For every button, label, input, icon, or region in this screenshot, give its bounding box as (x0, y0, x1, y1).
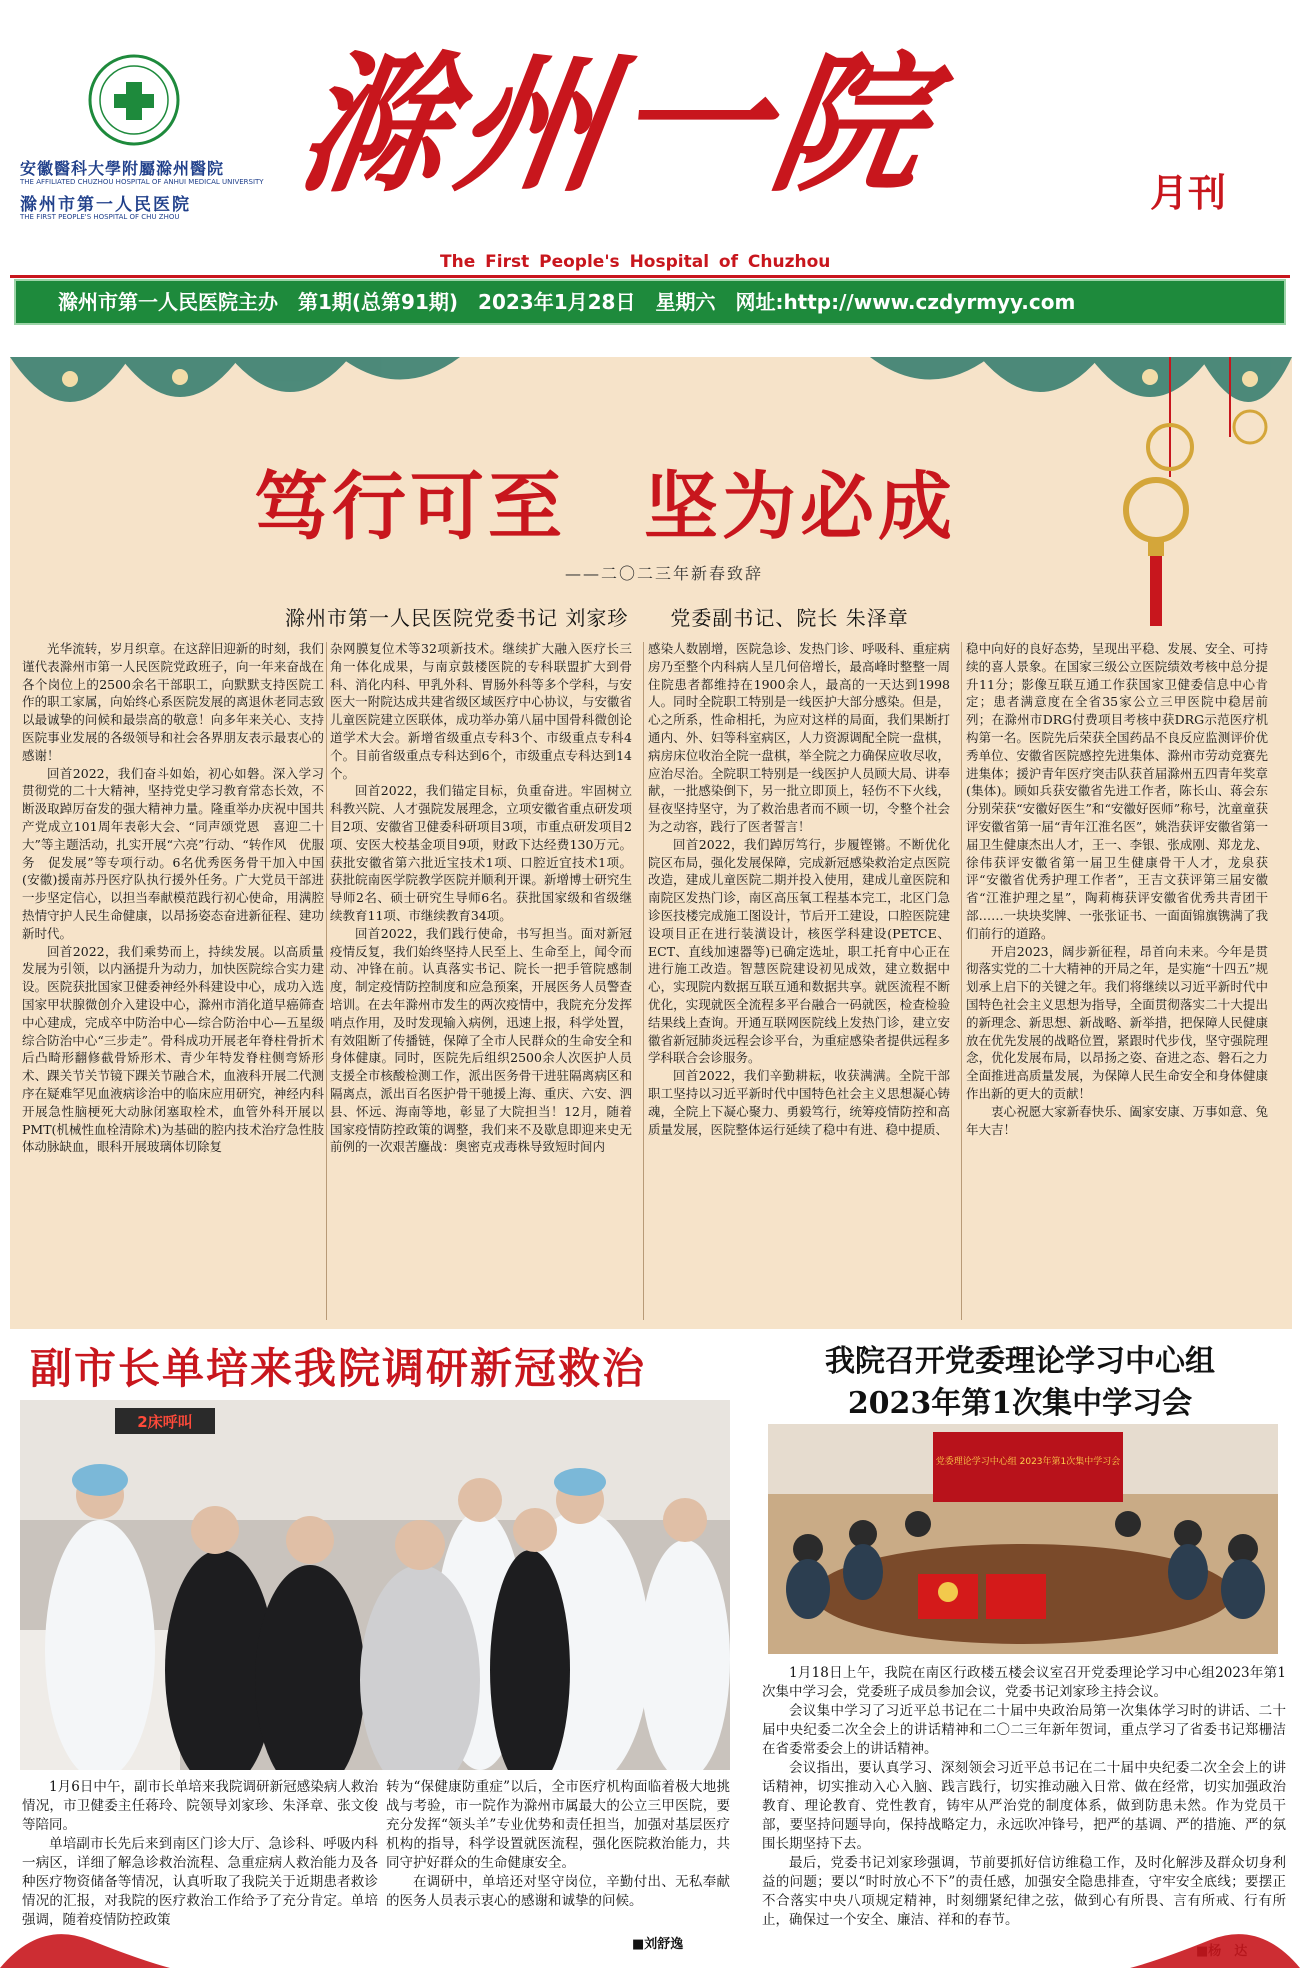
hospital-logo (86, 52, 182, 148)
paragraph: 最后，党委书记刘家珍强调，节前要抓好信访维稳工作，及时化解涉及群众切身利益的问题；要以“时时放心不下”的责任感，加强安全隐患排查，守牢安全底线；要摆正不合落实中央八项规定精神，时刻绷紧纪律之弦，做到心有所畏、言有所戒、行有所止，确保过一个安全、廉洁、祥和的春节。 (762, 1855, 1286, 1928)
monthly-label: 月刊 (1150, 170, 1227, 215)
article-title-line-2: 2023年第1次集中学习会 (847, 1386, 1193, 1421)
paragraph: 回首2022，我们锚定目标，负重奋进。牢固树立科教兴院、人才强院发展理念，立项安徽省重点研发项目2项、安徽省卫健委科研项目3项，市重点研发项目2项、安医大校基金项目9项，财政下达经费130万元。获批安徽省第六批近宝技术1项、口腔近宜技术1项。获批皖南医学院教学医院并顺利开课。新增博士研究生导师2名、硕士研究生导师6名。获批国家级和省级继续教育11项、市继续教育34项。 (330, 783, 632, 923)
feature-column-2 (330, 640, 632, 1322)
meeting-screen-text: 党委理论学习中心组 2023年第1次集中学习会 (935, 1457, 1121, 1467)
visit-photo (20, 1400, 730, 1770)
paragraph: 衷心祝愿大家新春快乐、阖家安康、万事如意、兔年大吉！ (966, 1103, 1268, 1137)
column-divider (643, 642, 644, 1320)
issue-info-bar: 滁州市第一人民医院主办 第1期(总第91期) 2023年1月28日 星期六 网址:http://www.czdyrmyy.com (14, 279, 1286, 325)
paragraph: 稳中向好的良好态势，呈现出平稳、发展、安全、可持续的喜人景象。在国家三级公立医院绩效考核中总分提升11分；影像互联互通工作获国家卫健委信息中心肯定；患者满意度在全省35家公立三甲医院中稳居前列；在滁州市DRG付费项目考核中获DRG示范医疗机构第一名。医院先后荣获全国药品不良反应监测评价优秀单位、安徽省医院感控先进集体、滁州市劳动竞赛先进集体；援沪青年医疗突击队获首届滁州五四青年奖章(集体)。顾如兵获安徽省先进工作者，陈长山、蒋会东分别荣获“安徽好医生”和“安徽好医师”称号，沈童童获评安徽省第一届“青年江淮名医”，姚浩获评安徽省第一届卫生健康杰出人才，王一、李银、张成刚、郑龙龙、徐伟获评安徽省第一届卫生健康骨干人才，龙泉获评“安徽省优秀护理工作者”，王吉文获评第三届安徽省“江淮护理之星”，陶莉梅获评安徽省优秀共青团干部……一块块奖牌、一张张证书、一面面锦旗镌满了我们前行的道路。 (966, 641, 1268, 941)
article-body (762, 1664, 1286, 1936)
paragraph: 1月6日中午，副市长单培来我院调研新冠感染病人救治情况，市卫健委主任蒋玲、院领导刘家珍、朱泽章、张文俊等陪同。 (22, 1779, 378, 1833)
feature-column-3 (648, 640, 950, 1322)
hospital-name-en: THE AFFILIATED CHUZHOU HOSPITAL OF ANHUI MEDICAL UNIVERSITY (20, 178, 264, 186)
article-title: 副市长单培来我院调研新冠救治 (30, 1344, 647, 1393)
paragraph: 会议集中学习了习近平总书记在二十届中央政治局第一次集体学习时的讲话、二十届中央纪委二次全会上的讲话精神和二〇二三年新年贺词，重点学习了省委书记郑栅洁在省委常委会上的讲话精神。 (762, 1703, 1286, 1757)
paragraph: 感染人数剧增，医院急诊、发热门诊、呼吸科、重症病房乃至整个内科病人呈几何倍增长，最高峰时整整一周住院患者都维持在1900余人，最高的一天达到1998人。同时全院职工特别是一线医护大部分感染。但是，心之所系，性命相托，为应对这样的局面，我们果断打通内、外、妇等科室病区，人力资源调配全院一盘棋，病房床位收治全院一盘棋，举全院之力确保应收尽收，应治尽治。全院职工特别是一线医护人员顾大局、讲奉献，一批感染倒下，另一批立即顶上，轻伤不下火线，昼夜坚持坚守，为了救治患者而不顾一切，令整个社会为之动容，践行了医者誓言！ (648, 641, 950, 834)
feature-column-1 (22, 640, 324, 1322)
paragraph: 回首2022，我们乘势而上，持续发展。以高质量发展为引领，以内涵提升为动力，加快医院综合实力建设。医院获批国家卫健委神经外科建设中心，成功入选国家甲状腺微创介入建设中心，滁州市消化道早癌筛查中心建成，完成卒中防治中心—综合防治中心—五星级综合防治中心“三步走”。骨科成功开展老年脊柱骨折术后凸畸形翻修截骨矫形术、青少年特发脊柱侧弯矫形术、踝关节关节镜下踝关节融合术，血液科开展二代测序在疑难罕见血液病诊治中的临床应用研究，神经内科开展急性脑梗死大动脉闭塞取栓术，血管外科开展以PMT(机械性血栓清除术)为基础的腔内技术治疗急性肢体动脉缺血，眼科开展玻璃体切除复 (22, 943, 324, 1155)
hospital-second-name-en: THE FIRST PEOPLE'S HOSPITAL OF CHU ZHOU (20, 213, 180, 221)
visit-photo-illustration (20, 1400, 730, 1770)
paragraph: 光华流转，岁月织章。在这辞旧迎新的时刻，我们谨代表滁州市第一人民医院党政班子，向一年来奋战在各个岗位上的2500余名干部职工，向默默支持医院工作的职工家属，向始终心系医院发展的离退休老同志致以最诚挚的问候和最崇高的敬意！向多年来关心、支持医院事业发展的各级领导和社会各界朋友表示最衷心的感谢！ (22, 641, 324, 763)
column-divider (961, 642, 962, 1320)
hospital-name-cn: 安徽醫科大學附屬滁州醫院 (20, 159, 225, 178)
meeting-photo (768, 1424, 1278, 1654)
masthead-title: 滁州一院 (287, 37, 945, 213)
nurse-call-sign: 2床呼叫 (137, 1413, 193, 1431)
english-title: The First People's Hospital of Chuzhou (440, 252, 831, 272)
feature-byline: 滁州市第一人民医院党委书记 刘家珍 党委副书记、院长 朱泽章 (285, 606, 909, 630)
paragraph: 回首2022，我们辛勤耕耘，收获满满。全院干部职工坚持以习近平新时代中国特色社会主义思想凝心铸魂，全院上下凝心聚力、勇毅笃行，统筹疫情防控和高质量发展，医院整体运行延续了稳中有进、稳中提质、 (648, 1068, 950, 1137)
feature-column-4 (966, 640, 1268, 1322)
paragraph: 开启2023，阔步新征程，昂首向未来。今年是贯彻落实党的二十大精神的开局之年，是实施“十四五”规划承上启下的关键之年。我们将继续以习近平新时代中国特色社会主义思想为指导，全面贯彻落实二十大提出的新理念、新思想、新战略、新举措，把保障人民健康放在优先发展的战略位置，紧跟时代步伐，坚守强院理念，优化发展布局，以昂扬之姿、奋进之态、磐石之力全面推进高质量发展，为保障人民生命安全和身体健康作出新的更大的贡献！ (966, 943, 1268, 1101)
meeting-photo-illustration (768, 1424, 1278, 1654)
feature-headline: 笃行可至 坚为必成 (254, 464, 956, 550)
masthead-divider (10, 275, 1290, 278)
article-title-line-1: 我院召开党委理论学习中心组 (825, 1344, 1215, 1379)
festive-bottom-border (0, 1900, 1300, 1968)
paragraph: 转为“保健康防重症”以后，全市医疗机构面临着极大地挑战与考验，市一院作为滁州市属最大的公立三甲医院，要充分发挥“领头羊”专业优势和责任担当，加强对基层医疗机构的指导，科学设置就医流程，强化医院救治能力，共同守护好群众的生命健康安全。 (386, 1779, 730, 1871)
paragraph: 单培副市长先后来到南区门诊大厅、急诊科、呼吸内科一病区，详细了解急诊救治流程、急重症病人救治能力及各种医疗物资储备等情况，认真听取了我院关于近期患者救诊情况的汇报，对我院的医疗救治工作给予了充分肯定。单培强调，随着疫情防控政策 (22, 1836, 378, 1928)
paragraph: 会议指出，要认真学习、深刻领会习近平总书记在二十届中央纪委二次全会上的讲话精神，切实推动入心入脑、践言践行，切实推动融入日常、做在经常，切实加强政治教育、理论教育、党性教育，铸牢从严治党的制度体系，做到防患未然。作为党员干部，要坚持问题导向，保持战略定力，永远吹冲锋号，把严的基调、严的措施、严的氛围长期坚持下去。 (762, 1760, 1286, 1852)
paragraph: 1月18日上午，我院在南区行政楼五楼会议室召开党委理论学习中心组2023年第1次集中学习会，党委班子成员参加会议，党委书记刘家珍主持会议。 (762, 1665, 1286, 1700)
paragraph: 回首2022，我们践行使命，书写担当。面对新冠疫情反复，我们始终坚持人民至上、生命至上，闻令而动、冲锋在前。认真落实书记、院长一把手管院感制度，制定疫情防控制度和应急预案，开展医务人员警查培训。在去年滁州市发生的两次疫情中，我院充分发挥哨点作用，及时发现输入病例，迅速上报，科学处置，有效阻断了传播链，保障了全市人民群众的生命安全和身体健康。同时，医院先后组织2500余人次医护人员支援全市核酸检测工作，派出医务骨干进驻隔离病区和隔离点，派出百名医护骨干驰援上海、重庆、六安、泗县、怀远、海南等地，彰显了大院担当！12月，随着国家疫情防控政策的调整，我们来不及歇息即迎来史无前例的一次艰苦鏖战：奥密克戎毒株导致短时间内 (330, 925, 632, 1155)
tassel-ornament (1096, 470, 1216, 630)
hospital-second-name-cn: 滁州市第一人民医院 (20, 195, 191, 215)
column-divider (326, 642, 327, 1320)
paragraph: 在调研中，单培还对坚守岗位，辛勤付出、无私奉献的医务人员表示衷心的感谢和诚挚的问候。 (386, 1874, 730, 1909)
feature-subtitle: ——二〇二三年新春致辞 (565, 564, 764, 583)
paragraph: 回首2022，我们奋斗如始，初心如磐。深入学习贯彻党的二十大精神，坚持党史学习教育常态长效，不断汲取踔厉奋发的强大精神力量。隆重举办庆祝中国共产党成立101周年表彰大会、“同声颂党恩 喜迎二十大”等主题活动，扎实开展“六亮”行动、“转作风 优服务 促发展”等专项行动。6名优秀医务骨干加入中国(安徽)援南苏丹医疗队执行援外任务。广大党员干部进一步坚定信心，以担当奉献模范践行初心使命，用满腔热情守护人民生命健康，以昂扬姿态奋进新征程、建功新时代。 (22, 765, 324, 941)
paragraph: 杂网膜复位术等32项新技术。继续扩大融入医疗长三角一体化成果，与南京鼓楼医院的专科联盟扩大到骨科、消化内科、甲乳外科、胃肠外科等多个学科，与安医大一附院达成共建省级区域医疗中心协议，与安徽省儿童医院建立医联体，成功举办第八届中国骨科微创论道学术大会。新增省级重点专科3个、市级重点专科4个。目前省级重点专科达到6个，市级重点专科达到14个。 (330, 641, 632, 781)
paragraph: 回首2022，我们踔厉笃行，步履铿锵。不断优化院区布局，强化发展保障，完成新冠感染救治定点医院改造，建成儿童医院二期并投入使用，建成儿童医院和南院区发热门诊，南区高压氧工程基本完工，北区门急诊医技楼完成施工图设计，节后开工建设，口腔医院建设项目正在进行装潢设计，核医学科建设(PETCE、ECT、直线加速器等)已确定选址，职工托育中心正在进行施工改造。智慧医院建设初见成效，建立数据中心，实现院内数据互联互通和数据共享。就医流程不断优化，实现就医全流程多平台融合一码就医，检查检验结果线上查询。开通互联网医院线上发热门诊，建立安徽省新冠肺炎远程会诊平台，为重症感染者提供远程多学科联合会诊服务。 (648, 836, 950, 1066)
article-byline: ■刘舒逸 (632, 1937, 684, 1952)
